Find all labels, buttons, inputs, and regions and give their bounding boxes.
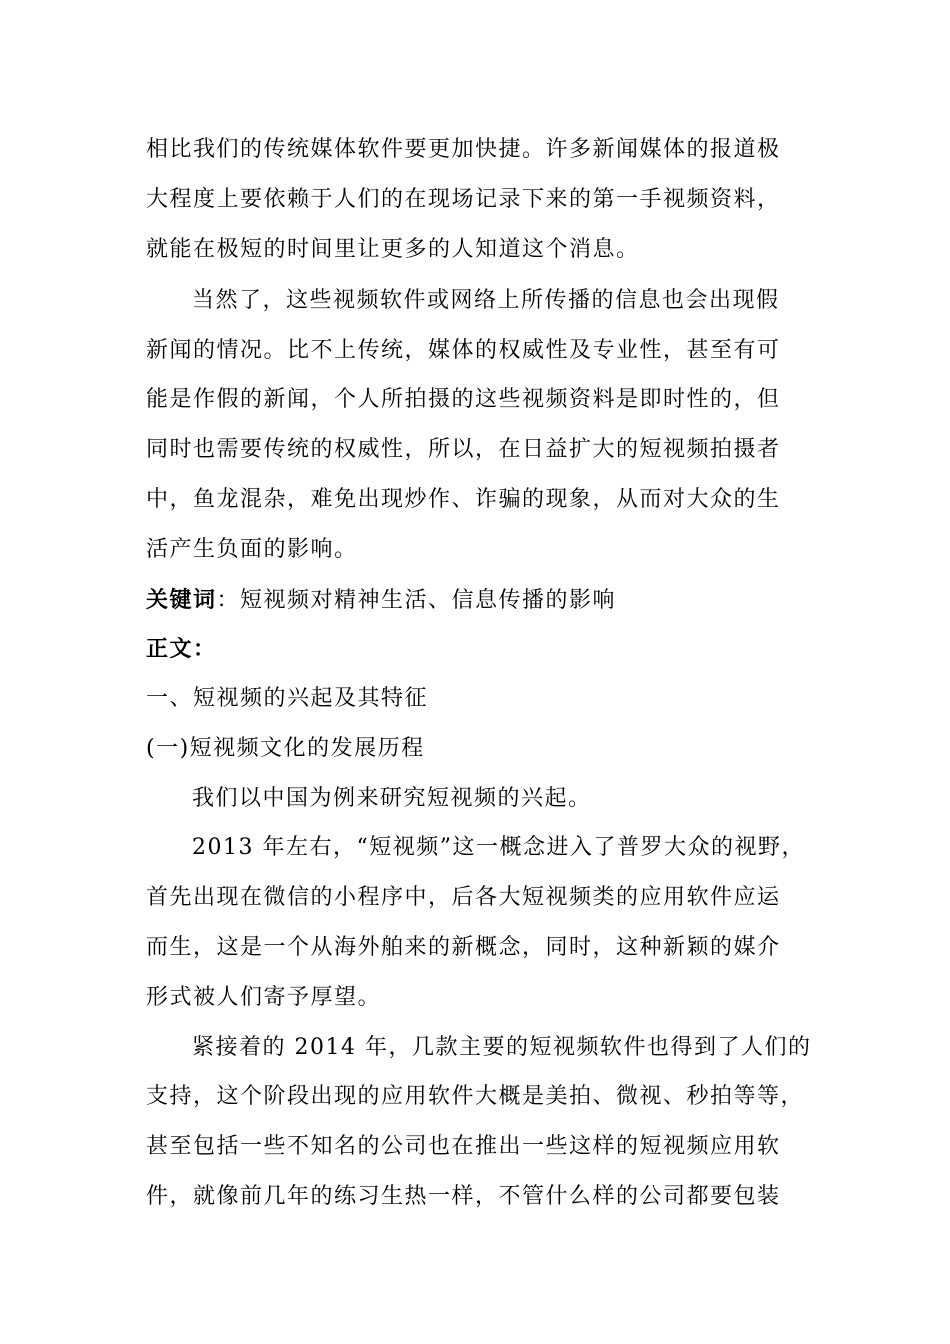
- keywords-separator: ：: [216, 588, 241, 613]
- paragraph-line: 就能在极短的时间里让更多的人知道这个消息。: [146, 237, 640, 262]
- paragraph-line: 当然了，这些视频软件或网络上所传播的信息也会出现假: [192, 288, 780, 313]
- paragraph-line: 新闻的情况。比不上传统，媒体的权威性及专业性，甚至有可: [146, 338, 781, 363]
- paragraph-line: 而生，这是一个从海外舶来的新概念，同时，这种新颖的媒介: [146, 935, 781, 960]
- paragraph-line: 紧接着的 2014 年，几款主要的短视频软件也得到了人们的: [192, 1035, 812, 1060]
- keywords-label: 关键词: [146, 587, 217, 613]
- paragraph-line: 件，就像前几年的练习生热一样，不管什么样的公司都要包装: [146, 1184, 781, 1209]
- paragraph-line: 形式被人们寄予厚望。: [146, 985, 382, 1010]
- paragraph-line: 首先出现在微信的小程序中，后各大短视频类的应用软件应运: [146, 885, 781, 910]
- keywords-text: 短视频对精神生活、信息传播的影响: [240, 588, 617, 613]
- paragraph-line: 2013 年左右，“短视频”这一概念进入了普罗大众的视野，: [192, 835, 805, 860]
- body-heading: 正文：: [146, 636, 217, 662]
- paragraph-line: 活产生负面的影响。: [146, 537, 358, 562]
- subsection-heading: (一)短视频文化的发展历程: [146, 736, 425, 761]
- keywords-line: [146, 584, 806, 616]
- paragraph-line: 能是作假的新闻，个人所拍摄的这些视频资料是即时性的，但: [146, 387, 781, 412]
- paragraph-line: 同时也需要传统的权威性，所以，在日益扩大的短视频拍摄者: [146, 437, 781, 462]
- paragraph-line: 支持，这个阶段出现的应用软件大概是美拍、微视、秒拍等等，: [146, 1084, 805, 1109]
- paragraph-line: 我们以中国为例来研究短视频的兴起。: [192, 786, 592, 811]
- section-heading: 一、短视频的兴起及其特征: [146, 686, 429, 711]
- paragraph-line: 大程度上要依赖于人们的在现场记录下来的第一手视频资料，: [146, 187, 781, 212]
- paragraph-line: 中，鱼龙混杂，难免出现炒作、诈骗的现象，从而对大众的生: [146, 487, 781, 512]
- paragraph-line: 甚至包括一些不知名的公司也在推出一些这样的短视频应用软: [146, 1134, 781, 1159]
- paragraph-line: 相比我们的传统媒体软件要更加快捷。许多新闻媒体的报道极: [146, 137, 781, 162]
